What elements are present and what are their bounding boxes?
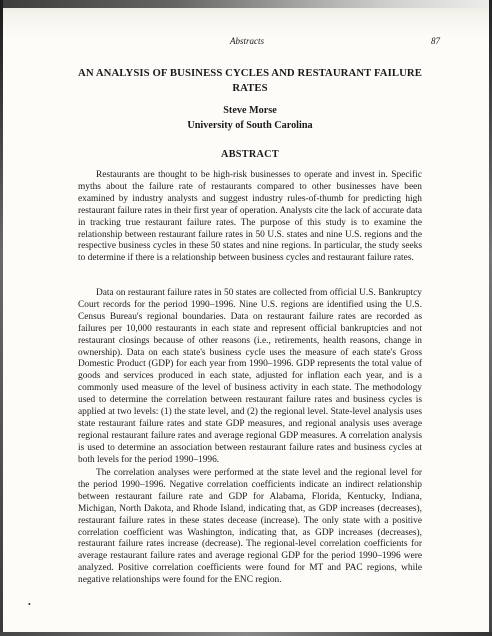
article-title: AN ANALYSIS OF BUSINESS CYCLES AND RESTAURANT FAILURE RATES [78,67,422,94]
author-affiliation: University of South Carolina [187,120,313,131]
author-name: Steve Morse [223,105,277,116]
running-head-section: Abstracts [230,36,265,46]
scan-shadow-left [0,0,3,636]
abstract-heading: ABSTRACT [221,149,279,160]
scan-shadow-top [0,0,492,8]
stray-scan-mark: • [28,600,31,609]
abstract-paragraph-3: The correlation analyses were performed at the state level and the regional level for the period 1990–1996. Negative correlation coefficients indicate an indirect relationship between restaurant failure rate and GDP for Alabama, Florida, Kentucky, Indiana, Michigan, North Dakota, and Rhode Island, indicating that, as GDP increases (decreases), restaurant failure rates in these states decease (increase). The only state with a positive correlation coefficient was Washington, indicating that, as GDP increases (decreases), restaurant failure rates increase (decrease). The regional-level correlation coefficients for average restaurant failure rates and average regional GDP for the period 1990–1996 were analyzed. Positive correlation coefficients were found for MT and PAC regions, while negative relationships were found for the ENC region. [78,468,422,586]
abstract-paragraph-2: Data on restaurant failure rates in 50 states are collected from official U.S. Bankruptcy Court records for the period 1990–1996. Nine U.S. regions are identified using the U.S. Census Bureau's regional boundaries. Data on restaurant failure rates are recorded as failures per 10,000 restaurants in each state and represent official bankruptcies and not restaurant closings because of other reasons (i.e., retirements, health reasons, change in ownership). Data on each state's business cycle uses the measure of each state's Gross Domestic Product (GDP) for each year from 1990–1996. GDP represents the total value of goods and services produced in each state, adjusted for inflation each year, and is a commonly used measure of the level of business activity in each state. The methodology used to determine the correlation between restaurant failure rates and business cycles is applied at two levels: (1) the state level, and (2) the regional level. State-level analysis uses state restaurant failure rates and state GDP measures, and regional analysis uses average regional restaurant failure rates and average regional GDP measures. A correlation analysis is used to determine an association between restaurant failure rates and business cycles at both levels for the period 1990–1996. [78,288,422,465]
scan-shadow-bottom [0,632,492,636]
abstract-paragraph-1: Restaurants are thought to be high-risk businesses to operate and invest in. Specific myths about the failure rate of restaurants compared to other businesses have been examined by industry analysts and suggest industry rules-of-thumb for predicting high restaurant failure rates in their first year of operation. Analysts cite the lack of accurate data in tracking true restaurant failure rates. The purpose of this study is to examine the relationship between restaurant failure rates in 50 U.S. states and nine U.S. regions and the respective business cycles in these 50 states and nine regions. In particular, the study seeks to determine if there is a relationship between business cycles and restaurant failure rates. [78,170,422,264]
page-number: 87 [431,36,440,46]
